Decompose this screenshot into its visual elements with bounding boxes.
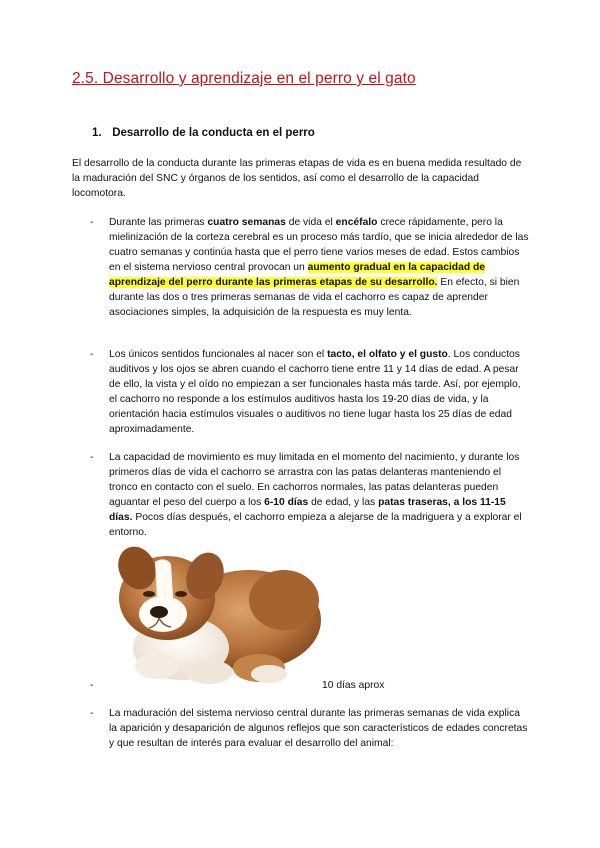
subsection-title-text: Desarrollo de la conducta en el perro <box>112 127 315 139</box>
list-item-text <box>109 450 530 540</box>
bold-run: patas traseras, a los 11-15 días. <box>109 497 506 523</box>
bold-run: encéfalo <box>335 217 378 228</box>
puppy-photo <box>109 540 324 688</box>
text-run: Durante las primeras <box>109 217 208 228</box>
text-run: Los únicos sentidos funcionales al nacer son el <box>109 349 328 360</box>
list-dash: - <box>90 217 94 228</box>
list-item-text: La maduración del sistema nervioso central durante las primeras semanas de vida explica la aparición y desaparición de algunos reflejos que son característicos de edades concretas y que resultan de interés para evaluar el desarrollo del animal: <box>109 708 528 749</box>
puppy-illustration <box>109 540 324 688</box>
intro-paragraph: El desarrollo de la conducta durante las primeras etapas de vida es en buena medida resultado de la maduración del SNC y órganos de los sentidos, así como el desarrollo de la capacidad locomotora. <box>72 158 522 199</box>
list-item <box>90 215 530 320</box>
list-item <box>90 450 530 540</box>
subsection-title <box>92 127 315 139</box>
text-run: La capacidad de movimiento es muy limitada en el momento del nacimiento, y durante los primeros días de vida el cachorro se arrastra con las patas delanteras manteniendo el tronco en contacto con el suelo. En cachorros normales, las patas delanteras pueden aguantar el peso del cuerpo a los <box>109 452 520 508</box>
text-run: de edad, y las <box>308 497 379 508</box>
bold-run: tacto, el olfato y el gusto <box>327 349 448 360</box>
text-run: . Los conductos auditivos y los ojos se abren cuando el cachorro tiene entre 11 y 14 días de edad. A pesar de ello, la vista y el oído no empiezan a ser funcionales hasta más tarde. Así, por ejemplo, el cachorro no responde a los estímulos auditivos hasta los 19-20 días de vida, y la orientación hacia estímulos visuales o auditivos no tiene lugar hasta los 25 días de edad aproximadamente. <box>109 349 521 435</box>
list-dash: - <box>90 349 94 360</box>
photo-caption: 10 días aprox <box>322 680 385 691</box>
highlighted-text: aumento gradual en la capacidad de aprendizaje del perro durante las primeras etapas de su desarrollo. <box>109 262 485 288</box>
list-item <box>90 347 530 437</box>
bold-run: 6-10 días <box>264 497 309 508</box>
text-run: En efecto, si bien durante las dos o tres primeras semanas de vida el cachorro es capaz de aprender asociaciones simples, la adquisición de la respuesta es muy lenta. <box>109 277 520 318</box>
text-run: Pocos días después, el cachorro empieza a alejarse de la madriguera y a explorar el entorno. <box>109 512 522 538</box>
list-dash: - <box>90 680 94 691</box>
list-dash: - <box>90 452 94 463</box>
list-item-text <box>109 215 530 320</box>
section-title: 2.5. Desarrollo y aprendizaje en el perro y el gato <box>72 70 416 87</box>
text-run: de vida el <box>285 217 336 228</box>
list-item-text <box>109 347 530 437</box>
list-item <box>90 706 530 751</box>
bold-run: cuatro semanas <box>207 217 286 228</box>
subsection-number: 1. <box>92 127 102 139</box>
list-dash: - <box>90 708 94 719</box>
text-run: crece rápidamente, pero la mielinización de la corteza cerebral es un proceso más tardío, que se inicia alrededor de las cuatro semanas y continúa hasta que el perro tiene varios meses de edad. Estos cambios en el sistema nervioso central provocan un <box>109 217 529 273</box>
